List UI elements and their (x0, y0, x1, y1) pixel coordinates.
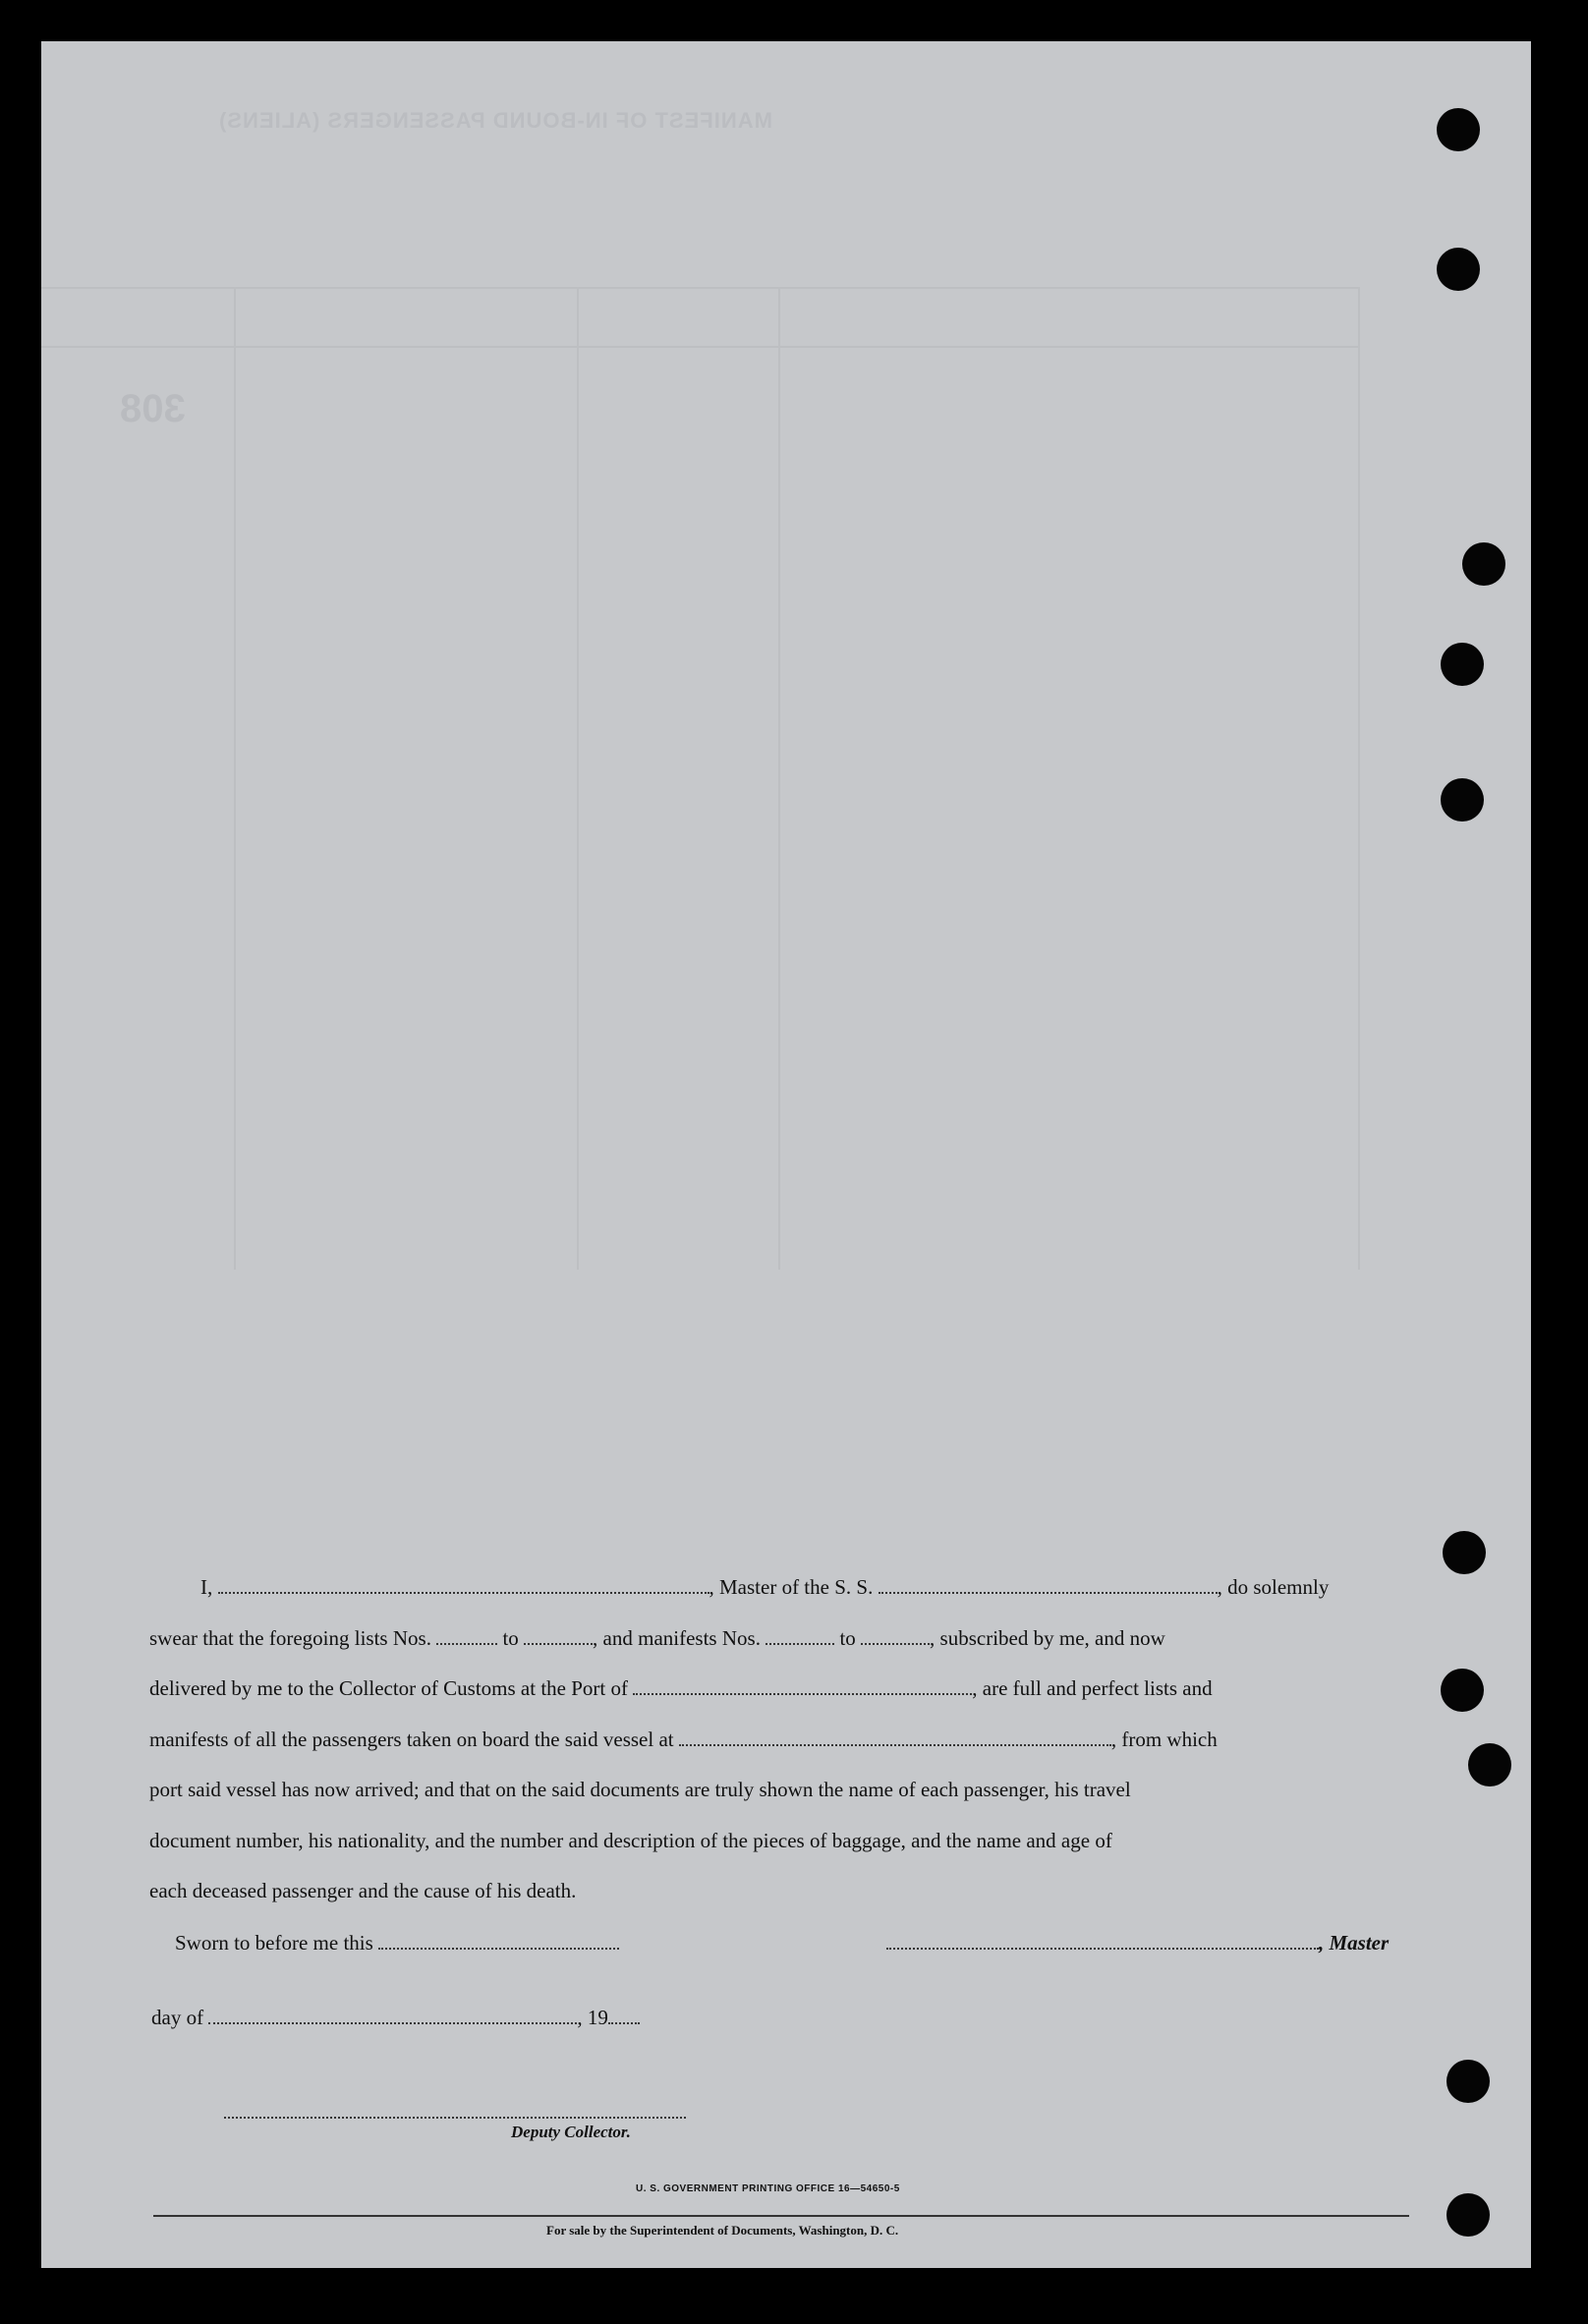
oath-line-7: each deceased passenger and the cause of his death. (149, 1879, 577, 1902)
oath-line-3: delivered by me to the Collector of Customs at the Port of , are full and perfect lists and (149, 1664, 1452, 1715)
punch-hole (1441, 778, 1484, 822)
punch-hole (1443, 1531, 1486, 1574)
printing-office-imprint: U. S. GOVERNMENT PRINTING OFFICE 16—54650-5 (636, 2183, 900, 2194)
oath-line-6: document number, his nationality, and the number and description of the pieces of baggage, and the name and age of (149, 1828, 1112, 1852)
manifest-page (41, 41, 1531, 2268)
sworn-date-blank (378, 1928, 619, 1950)
deputy-signature-line (224, 2117, 686, 2119)
manifests-to-blank (861, 1623, 930, 1645)
bleed-through-header: MANIFEST OF IN-BOUND PASSENGERS (ALIENS) (218, 108, 772, 133)
master-oath (149, 1562, 1452, 1917)
punch-hole (1437, 248, 1480, 291)
master-signature-line (886, 1928, 1389, 1956)
oath-line-1: I, , Master of the S. S. , do solemnly (149, 1562, 1452, 1614)
lists-from-blank (436, 1623, 497, 1645)
punch-hole (1441, 643, 1484, 686)
master-name-blank (218, 1572, 709, 1594)
punch-hole (1441, 1669, 1484, 1712)
deputy-collector-label: Deputy Collector. (511, 2123, 631, 2141)
day-of-line: day of , 19 (151, 2003, 640, 2030)
punch-hole (1437, 108, 1480, 151)
footer-rule (153, 2215, 1409, 2217)
punch-hole (1446, 2193, 1490, 2237)
departure-port-blank (679, 1725, 1111, 1746)
oath-line-5: port said vessel has now arrived; and that on the said documents are truly shown the name of each passenger, his travel (149, 1778, 1131, 1801)
master-label: , Master (1319, 1931, 1390, 1955)
sale-notice: For sale by the Superintendent of Documents, Washington, D. C. (546, 2223, 899, 2238)
year-blank (608, 2003, 640, 2024)
month-blank (208, 2003, 577, 2024)
port-blank (633, 1673, 972, 1695)
manifests-from-blank (766, 1623, 834, 1645)
master-signature-blank (886, 1928, 1319, 1950)
lists-to-blank (524, 1623, 593, 1645)
punch-hole (1462, 542, 1505, 586)
ship-name-blank (879, 1572, 1218, 1594)
oath-line-4: manifests of all the passengers taken on board the said vessel at , from which (149, 1715, 1452, 1766)
punch-hole (1468, 1743, 1511, 1786)
punch-hole (1446, 2060, 1490, 2103)
sworn-line: Sworn to before me this (175, 1928, 619, 1956)
oath-line-2: swear that the foregoing lists Nos. to , and manifests Nos. to , subscribed by me, and now (149, 1614, 1452, 1665)
bleed-through-page-number: 308 (120, 387, 186, 430)
